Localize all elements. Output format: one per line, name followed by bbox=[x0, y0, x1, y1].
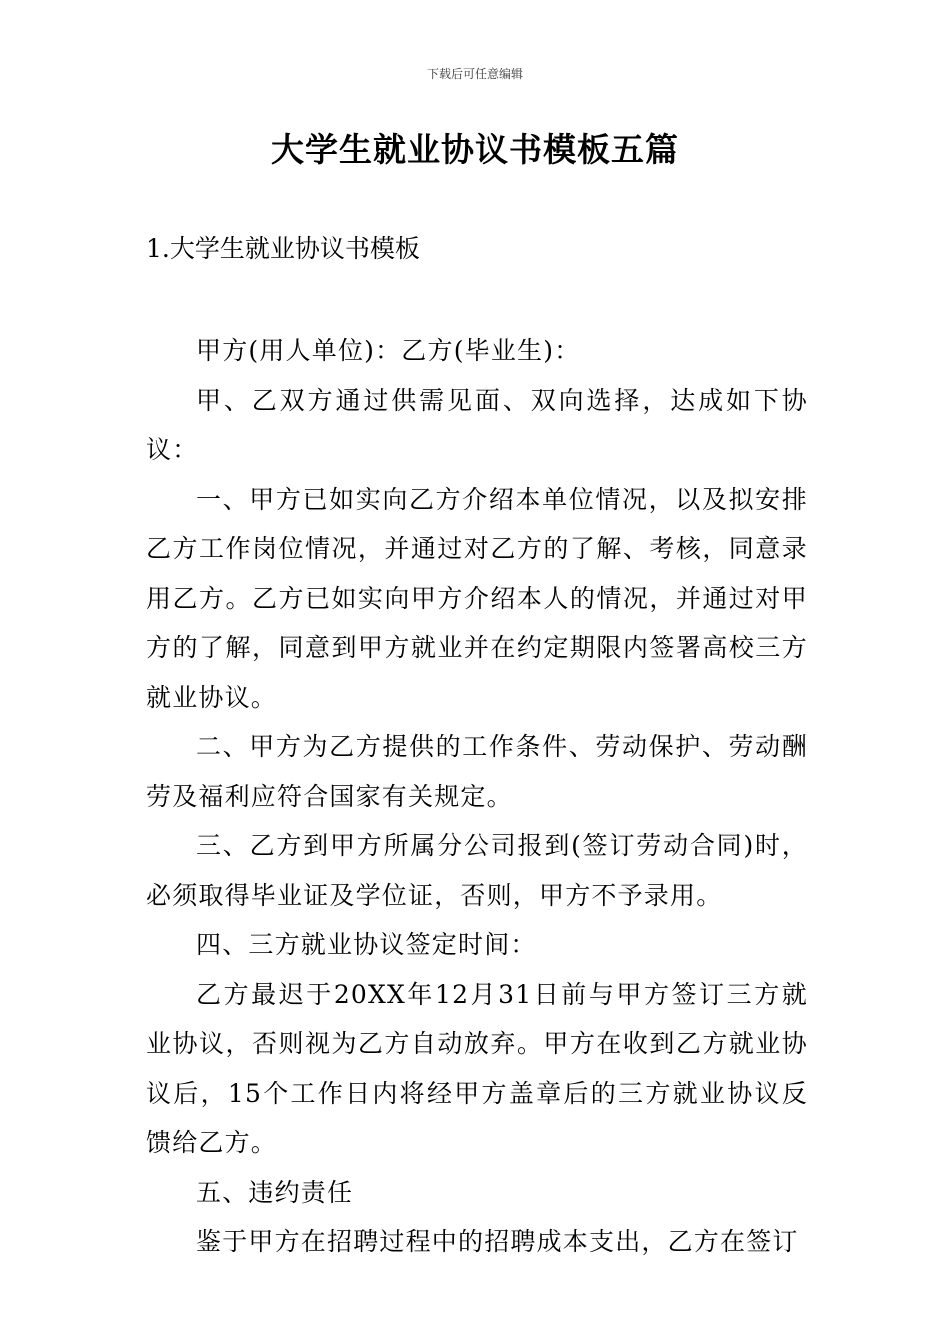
clause-1: 一、甲方已如实向乙方介绍本单位情况，以及拟安排乙方工作岗位情况，并通过对乙方的了解、考核，同意录用乙方。乙方已如实向甲方介绍本人的情况，并通过对甲方的了解，同意到甲方就业并在约定期限内签署高校三方就业协议。 bbox=[146, 484, 808, 712]
document-body bbox=[146, 326, 808, 1267]
agreement-intro: 甲、乙双方通过供需见面、双向选择，达成如下协议： bbox=[146, 385, 808, 464]
parties-line: 甲方(用人单位)：乙方(毕业生)： bbox=[196, 336, 581, 365]
document-title: 大学生就业协议书模板五篇 bbox=[271, 130, 679, 169]
clause-4-body: 乙方最迟于20XX年12月31日前与甲方签订三方就业协议，否则视为乙方自动放弃。甲方在收到乙方就业协议后，15个工作日内将经甲方盖章后的三方就业协议反馈给乙方。 bbox=[146, 979, 808, 1157]
page-header-note: 下载后可任意编辑 bbox=[426, 67, 523, 81]
clause-5-body: 鉴于甲方在招聘过程中的招聘成本支出，乙方在签订 bbox=[196, 1227, 799, 1256]
section-heading: 1.大学生就业协议书模板 bbox=[146, 234, 420, 263]
clause-2: 二、甲方为乙方提供的工作条件、劳动保护、劳动酬劳及福利应符合国家有关规定。 bbox=[146, 732, 808, 811]
clause-5-heading: 五、违约责任 bbox=[196, 1177, 354, 1207]
clause-3: 三、乙方到甲方所属分公司报到(签订劳动合同)时，必须取得毕业证及学位证，否则，甲方不予录用。 bbox=[146, 831, 808, 910]
clause-4-heading: 四、三方就业协议签定时间： bbox=[196, 930, 537, 959]
